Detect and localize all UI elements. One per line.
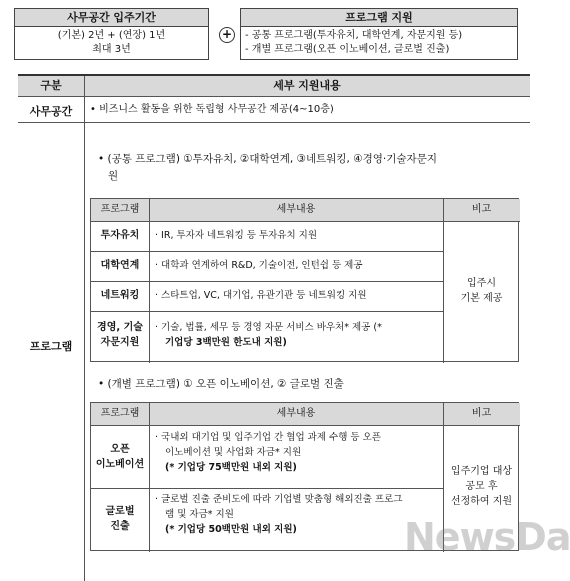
common-row-divider-1 — [91, 251, 443, 252]
move-in-period-box — [14, 8, 209, 60]
individual-note-line3: 선정하여 지원 — [450, 496, 513, 507]
individual-row-detail-global-1: · 글로벌 진출 준비도에 따라 기업별 맞춤형 해외진출 프로그 — [155, 494, 403, 505]
common-head-divider — [91, 221, 520, 222]
individual-note-line2: 공모 후 — [465, 481, 498, 492]
common-row-divider-2 — [91, 281, 443, 282]
program-support-title: 프로그램 지원 — [241, 9, 517, 27]
office-row-divider — [18, 122, 530, 123]
header-detail: 세부 지원내용 — [84, 76, 530, 97]
program-support-line2: - 개별 프로그램(오픈 이노베이션, 글로벌 진출) — [245, 44, 450, 55]
individual-row-divider — [91, 488, 443, 489]
common-note-line1: 입주시 — [467, 278, 496, 289]
program-support-box — [240, 8, 518, 60]
category-divider — [84, 76, 85, 581]
program-label: 프로그램 — [29, 340, 73, 353]
plus-symbol: + — [219, 27, 235, 43]
individual-note-line1: 입주기업 대상 — [450, 466, 513, 477]
common-col-detail: 세부내용 — [149, 199, 443, 221]
common-program-intro-line2: 원 — [108, 170, 119, 182]
individual-row-label-open-2: 이노베이션 — [95, 459, 145, 470]
individual-row-detail-open-1: · 국내외 대기업 및 입주기업 간 협업 과제 수행 등 오픈 — [155, 432, 381, 443]
individual-row-label-global-2: 진출 — [110, 521, 130, 532]
common-row-detail-university: · 대학과 연계하여 R&D, 기술이전, 인턴쉽 등 제공 — [155, 260, 363, 271]
program-support-line1: - 공통 프로그램(투자유치, 대학연계, 자문지원 등) — [245, 30, 463, 41]
main-table — [18, 74, 530, 579]
individual-row-detail-open-3: (* 기업당 75백만원 내외 지원) — [165, 462, 297, 473]
individual-row-label-global-1: 글로벌 — [105, 506, 135, 517]
individual-col-note: 비고 — [443, 403, 520, 425]
individual-head-divider — [91, 425, 520, 426]
common-col-note: 비고 — [443, 199, 520, 221]
office-label: 사무공간 — [29, 105, 73, 118]
move-in-period-line2: 최대 3년 — [92, 44, 131, 55]
newsdaily-watermark-logo: NewsDa — [404, 515, 570, 559]
common-program-table — [90, 198, 519, 362]
common-row-detail-consulting-1: · 기술, 법률, 세무 등 경영 자문 서비스 바우처* 제공 (* — [155, 322, 382, 333]
common-row-detail-networking: · 스타트업, VC, 대기업, 유관기관 등 네트워킹 지원 — [155, 290, 367, 301]
common-row-label-university: 대학연계 — [100, 260, 140, 271]
individual-program-intro: • (개별 프로그램) ① 오픈 이노베이션, ② 글로벌 진출 — [98, 378, 344, 390]
common-row-detail-investment: · IR, 투자자 네트워킹 등 투자유치 지원 — [155, 230, 318, 241]
individual-row-detail-open-2: 이노베이션 및 사업화 자금* 지원 — [165, 447, 302, 458]
common-note-line2: 기본 제공 — [460, 293, 503, 304]
individual-col-detail: 세부내용 — [149, 403, 443, 425]
move-in-period-line1: (기본) 2년 + (연장) 1년 — [57, 30, 166, 41]
common-row-label-investment: 투자유치 — [100, 230, 140, 241]
common-row-divider-3 — [91, 311, 443, 312]
individual-row-label-open-1: 오픈 — [110, 444, 130, 455]
common-row-label-networking: 네트워킹 — [100, 290, 140, 301]
common-row-label-consulting-1: 경영, 기술 — [97, 322, 143, 333]
individual-row-detail-global-2: 램 및 자금* 지원 — [165, 509, 234, 520]
individual-row-detail-global-3: (* 기업당 50백만원 내외 지원) — [165, 524, 297, 535]
common-program-intro-line1: • (공통 프로그램) ①투자유치, ②대학연계, ③네트워킹, ④경영·기술자문지 — [98, 153, 437, 165]
individual-col-program: 프로그램 — [91, 403, 149, 425]
common-col-program: 프로그램 — [91, 199, 149, 221]
common-row-label-consulting-2: 자문지원 — [100, 337, 140, 348]
common-row-detail-consulting-2: 기업당 3백만원 한도내 지원) — [165, 337, 287, 348]
office-detail: • 비즈니스 활동을 위한 독립형 사무공간 제공(4~10층) — [90, 104, 334, 115]
header-category: 구분 — [18, 76, 84, 97]
move-in-period-title: 사무공간 입주기간 — [15, 9, 208, 27]
